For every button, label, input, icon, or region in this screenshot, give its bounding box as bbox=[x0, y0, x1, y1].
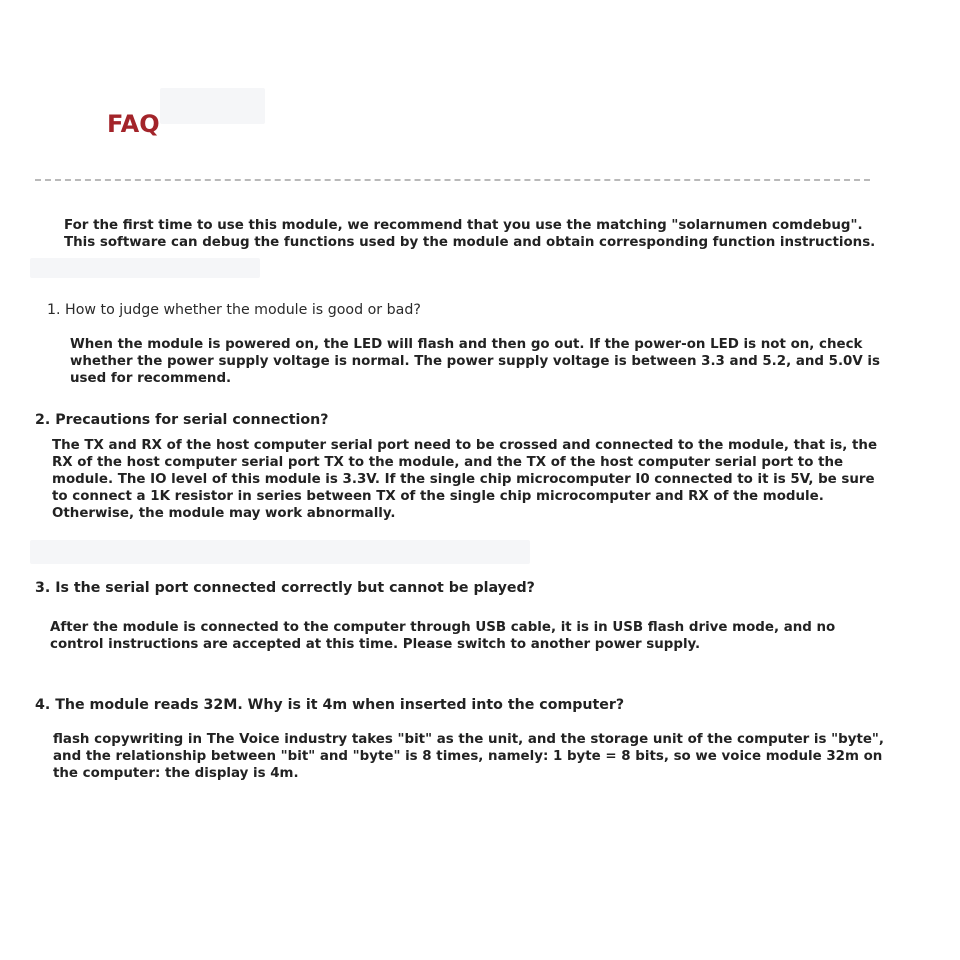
faq-answer-3: After the module is connected to the computer through USB cable, it is in USB flash drive mode, and no control instructions are accepted at this time. Please switch to another power supply. bbox=[50, 620, 836, 652]
faq-answer-1: When the module is powered on, the LED will flash and then go out. If the power-on LED is not on, check whether the power supply voltage is normal. The power supply voltage is between 3.3 and 5.2, and 5.0V is used for recommend. bbox=[70, 337, 880, 386]
background-smudge bbox=[160, 88, 265, 124]
faq-question-1: 1. How to judge whether the module is good or bad? bbox=[47, 302, 421, 318]
faq-question-4: 4. The module reads 32M. Why is it 4m when inserted into the computer? bbox=[35, 697, 625, 713]
intro-paragraph: For the first time to use this module, we recommend that you use the matching "solarnumen comdebug". This software can debug the functions used by the module and obtain corresponding function instructions. bbox=[64, 218, 876, 250]
page-title: FAQ bbox=[107, 110, 160, 139]
faq-answer-4: flash copywriting in The Voice industry takes "bit" as the unit, and the storage unit of the computer is "byte", and the relationship between "bit" and "byte" is 8 times, namely: 1 byte = 8 bits, so we voice module 32m on the computer: the display is 4m. bbox=[53, 732, 884, 781]
faq-question-2: 2. Precautions for serial connection? bbox=[35, 412, 329, 428]
faq-answer-2: The TX and RX of the host computer serial port need to be crossed and connected to the module, that is, the RX of the host computer serial port TX to the module, and the TX of the host computer serial port to the module. The IO level of this module is 3.3V. If the single chip microcomputer I0 connected to it is 5V, be sure to connect a 1K resistor in series between TX of the single chip microcomputer and RX of the module. Otherwise, the module may work abnormally. bbox=[52, 438, 878, 521]
background-smudge bbox=[30, 540, 530, 564]
title-divider bbox=[35, 179, 870, 181]
faq-question-3: 3. Is the serial port connected correctly but cannot be played? bbox=[35, 580, 535, 596]
background-smudge bbox=[30, 258, 260, 278]
